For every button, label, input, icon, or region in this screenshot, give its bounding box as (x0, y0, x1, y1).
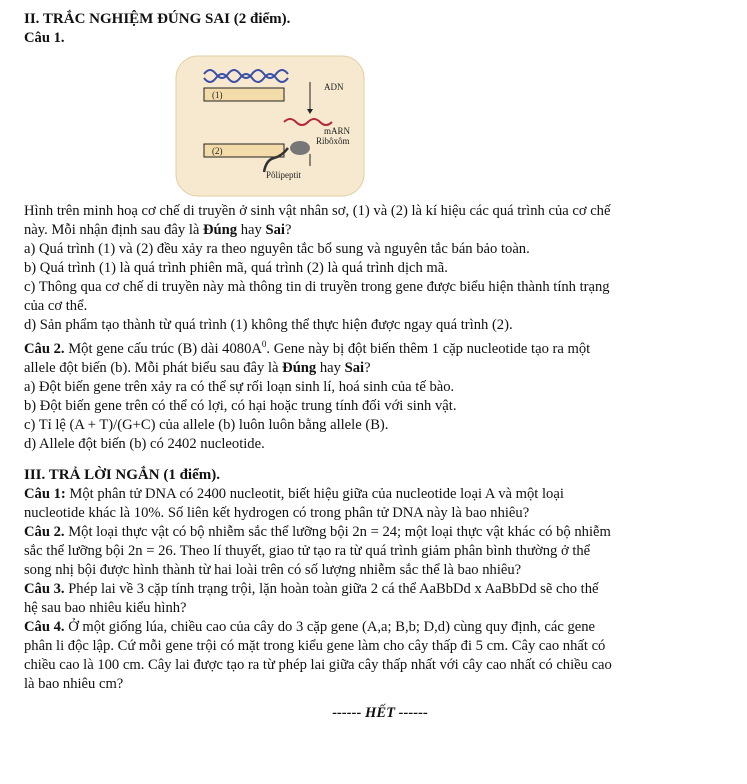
s3-q4-line1: Câu 4. Ở một giống lúa, chiều cao của cây do 3 cặp gene (A,a; B,b; D,d) cùng quy định, các gene (24, 618, 596, 635)
process-1-label: (1) (212, 90, 223, 100)
q1-label: Câu 1. (24, 30, 65, 46)
q1-statement-c-line2: của cơ thể. (24, 298, 88, 314)
q1-statement-a: a) Quá trình (1) và (2) đều xảy ra theo nguyên tắc bổ sung và nguyên tắc bán bảo toàn. (24, 241, 530, 257)
q2-statement-a: a) Đột biến gene trên xảy ra có thể sự rối loạn sinh lí, hoá sinh của tế bào. (24, 378, 455, 395)
genetic-mechanism-figure (174, 54, 366, 198)
s3-q4-line2: phân li độc lập. Cứ mỗi gene trội có mặt trong kiểu gene làm cho cây thấp đi 5 cm. Cây cao nhất có (24, 637, 606, 654)
q1-intro-line2: này. Mỗi nhận định sau đây là Đúng hay Sai? (24, 222, 292, 238)
s3-q2-line1: Câu 2. Một loại thực vật có bộ nhiễm sắc thể lưỡng bội 2n = 24; một loại thực vật khác có bộ nhiễm (24, 523, 611, 540)
s3-q3-line1: Câu 3. Phép lai về 3 cặp tính trạng trội, lặn hoàn toàn giữa 2 cá thể AaBbDd x AaBbDd sẽ cho thế (24, 580, 599, 597)
q2-statement-d: d) Allele đột biến (b) có 2402 nucleotide. (24, 435, 265, 452)
process-2-label: (2) (212, 146, 223, 156)
q2-line1: Câu 2. Một gene cấu trúc (B) dài $4080A^0$. Gene này bị đột biến thêm 1 cặp nucleotide tạo ra một (24, 339, 591, 357)
figure-illustration (174, 54, 366, 198)
s3-q2-line3: song nhị bội được hình thành từ hai loài trên có số lượng nhiễm sắc thể là bao nhiêu? (24, 561, 522, 578)
q2-line2: allele đột biến (b). Mỗi phát biểu sau đây là Đúng hay Sai? (24, 359, 371, 376)
ribosome-shape (290, 141, 310, 155)
s3-q1-line2: nucleotide khác là 10%. Số liên kết hydrogen có trong phân tử DNA này là bao nhiêu? (24, 504, 530, 521)
q1-intro-line1: Hình trên minh hoạ cơ chế di truyền ở sinh vật nhân sơ, (1) và (2) là kí hiệu các quá trình của cơ chế (24, 203, 611, 219)
section-2-heading: II. TRẮC NGHIỆM ĐÚNG SAI (2 điểm). (24, 11, 291, 27)
q1-statement-d: d) Sản phẩm tạo thành từ quá trình (1) không thể thực hiện được ngay quá trình (2). (24, 317, 513, 333)
q1-statement-c-line1: c) Thông qua cơ chế di truyền này mà thông tin di truyền trong gene được biểu hiện thành tính trạng (24, 279, 610, 295)
q2-statement-c: c) Tỉ lệ (A + T)/(G+C) của allele (b) luôn luôn bằng allele (B). (24, 416, 389, 433)
s3-q2-line2: sắc thể lưỡng bội 2n = 26. Theo lí thuyết, giao tử tạo ra từ quá trình giảm phân bình thường ở thể (24, 542, 591, 559)
exam-page (24, 10, 736, 723)
section-3-heading: III. TRẢ LỜI NGẮN (1 điểm). (24, 466, 220, 483)
polypeptide-label: Pôlipeptit (266, 170, 302, 180)
adn-label: ADN (324, 82, 344, 92)
s3-q1-line1: Câu 1: Một phân tử DNA có 2400 nucleotit, biết hiệu giữa của nucleotide loại A và một loại (24, 485, 564, 502)
end-marker: ------ HẾT ------ (332, 704, 428, 721)
q1-statement-b: b) Quá trình (1) là quá trình phiên mã, quá trình (2) là quá trình dịch mã. (24, 260, 448, 276)
s3-q4-line3: chiều cao là 100 cm. Cây lai được tạo ra từ phép lai giữa cây thấp nhất với cây cao nhất có chiều cao (24, 656, 612, 673)
q2-statement-b: b) Đột biến gene trên có thể có lợi, có hại hoặc trung tính đối với sinh vật. (24, 397, 457, 414)
ribosome-label: Ribôxôm (316, 136, 350, 146)
marn-label: mARN (324, 126, 351, 136)
s3-q3-line2: hệ sau bao nhiêu kiểu hình? (24, 599, 187, 616)
s3-q4-line4: là bao nhiêu cm? (24, 675, 124, 692)
